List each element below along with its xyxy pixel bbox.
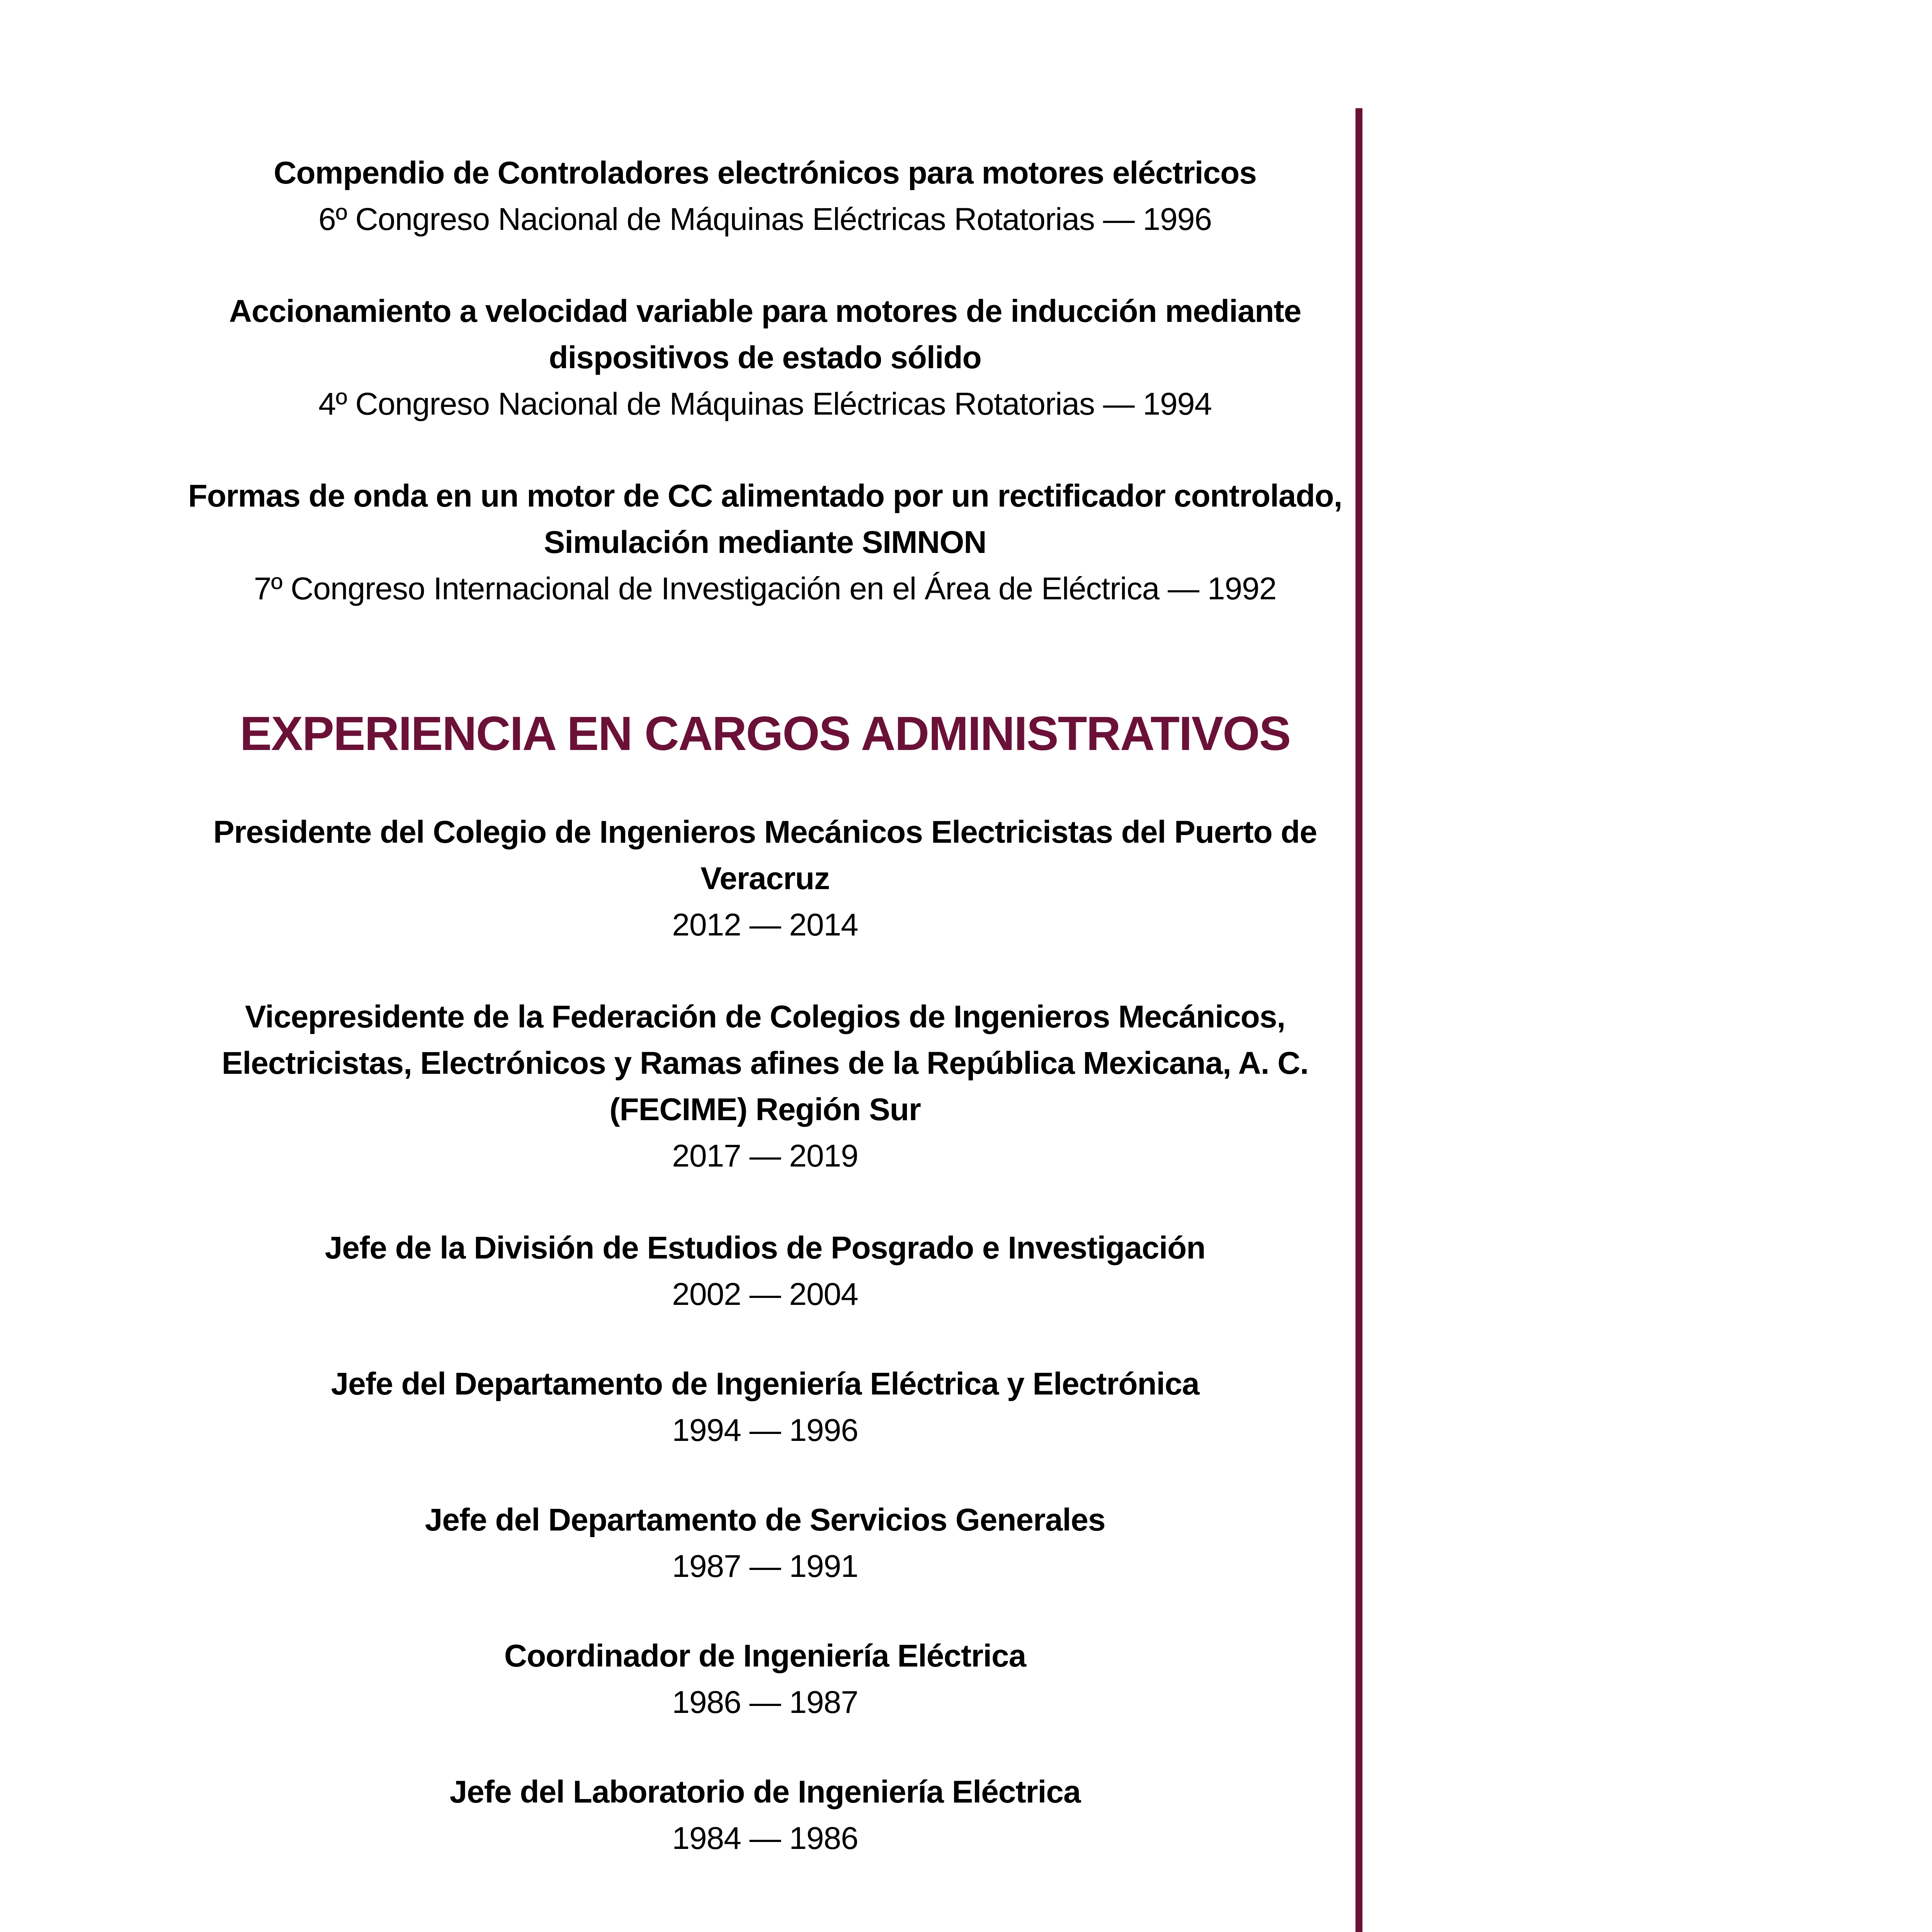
admin-entry [162, 809, 1368, 948]
admin-entry [162, 1361, 1368, 1454]
publication-venue: 7º Congreso Internacional de Investigación en el Área de Eléctrica — 1992 [253, 571, 1277, 606]
publication-title: Formas de onda en un motor de CC alimentado por un rectificador controlado, [188, 478, 1342, 514]
admin-period: 1986 — 1987 [672, 1685, 858, 1720]
publication-entry [162, 150, 1368, 243]
admin-role: Veracruz [701, 861, 830, 896]
admin-role: Jefe del Laboratorio de Ingeniería Eléctrica [449, 1774, 1081, 1810]
admin-period: 1994 — 1996 [672, 1413, 858, 1448]
publication-title: dispositivos de estado sólido [549, 340, 981, 375]
admin-entry [162, 1633, 1368, 1726]
admin-period: 2002 — 2004 [672, 1277, 858, 1312]
publication-title: Compendio de Controladores electrónicos para motores eléctricos [274, 155, 1257, 190]
admin-entry [162, 994, 1368, 1179]
section-heading-admin: EXPERIENCIA EN CARGOS ADMINISTRATIVOS [240, 707, 1291, 760]
publication-title: Accionamiento a velocidad variable para motores de inducción mediante [229, 294, 1301, 329]
admin-role: Jefe del Departamento de Ingeniería Eléctrica y Electrónica [331, 1366, 1199, 1401]
admin-entry [162, 1497, 1368, 1590]
admin-entry [162, 1225, 1368, 1318]
publication-venue: 4º Congreso Nacional de Máquinas Eléctricas Rotatorias — 1994 [318, 386, 1212, 422]
admin-period: 1984 — 1986 [672, 1821, 858, 1856]
admin-period: 2017 — 2019 [672, 1138, 858, 1173]
document-body [162, 150, 1368, 1932]
admin-role: (FECIME) Región Sur [609, 1092, 921, 1127]
admin-role: Electricistas, Electrónicos y Ramas afines de la República Mexicana, A. C. [221, 1046, 1309, 1081]
admin-role: Coordinador de Ingeniería Eléctrica [504, 1638, 1026, 1673]
admin-role: Jefe del Departamento de Servicios Generales [425, 1502, 1105, 1537]
admin-entry [162, 1769, 1368, 1862]
admin-period: 1987 — 1991 [672, 1549, 858, 1584]
publication-venue: 6º Congreso Nacional de Máquinas Eléctricas Rotatorias — 1996 [318, 202, 1212, 237]
admin-role: Vicepresidente de la Federación de Colegios de Ingenieros Mecánicos, [245, 999, 1286, 1034]
admin-role: Presidente del Colegio de Ingenieros Mecánicos Electricistas del Puerto de [213, 815, 1317, 850]
publication-entry [162, 473, 1368, 612]
publication-title: Simulación mediante SIMNON [544, 525, 986, 560]
admin-role: Jefe de la División de Estudios de Posgrado e Investigación [325, 1230, 1206, 1265]
admin-period: 2012 — 2014 [672, 907, 858, 942]
publication-entry [162, 288, 1368, 427]
